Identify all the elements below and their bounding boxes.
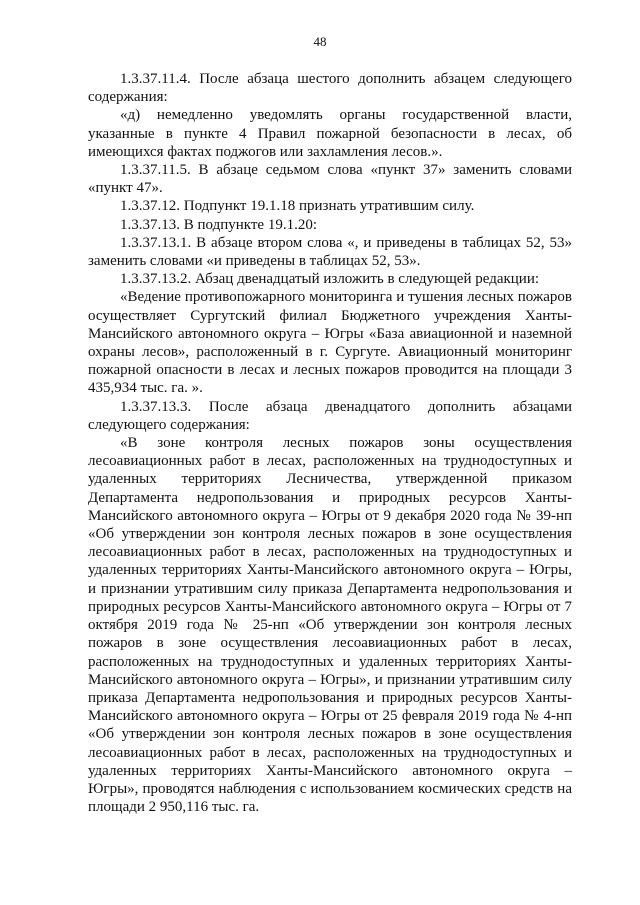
paragraph-1-3-37-12: 1.3.37.12. Подпункт 19.1.18 признать утратившим силу. bbox=[120, 198, 475, 215]
page-number: 48 bbox=[313, 34, 327, 49]
paragraph-quote-control-zone: «В зоне контроля лесных пожаров зоны осуществления лесоавиационных работ в лесах, расположенных на труднодоступных и удаленных территориях Лесничества, утвержденной приказом Департамента недропользования и природных ресурсов Ханты-Мансийского автономного округа – Югры от 9 декабря 2020 года № 39-нп «Об утверждении зон контроля лесных пожаров в зоне осуществления лесоавиационных работ в лесах, расположенных на труднодоступных и удаленных территориях Ханты-Мансийского автономного округа – Югры, и признании утратившим силу приказа Департамента недропользования и природных ресурсов Ханты-Мансийского автономного округа – Югры от 7 октября 2019 года № 25-нп «Об утверждении зон контроля лесных пожаров в зоне осуществления лесоавиационных работ в лесах, расположенных на труднодоступных и удаленных территориях Ханты-Мансийского автономного округа – Югры», и признании утратившим силу приказа Департамента недропользования и природных ресурсов Ханты-Мансийского автономного округа – Югры от 25 февраля 2019 года № 4-нп «Об утверждении зон контроля лесных пожаров в зоне осуществления лесоавиационных работ в лесах, расположенных на труднодоступных и удаленных территориях Ханты-Мансийского автономного округа – Югры», проводятся наблюдения с использованием космических средств на площади 2 950,116 тыс. га. bbox=[88, 435, 572, 816]
paragraph-1-3-37-13: 1.3.37.13. В подпункте 19.1.20: bbox=[120, 216, 318, 233]
paragraph-1-3-37-13-1: 1.3.37.13.1. В абзаце втором слова «, и приведены в таблицах 52, 53» заменить словами «и приведены в таблицах 52, 53». bbox=[88, 234, 572, 270]
paragraph-quote-item-d: «д) немедленно уведомлять органы государственной власти, указанные в пункте 4 Правил пожарной безопасности в лесах, об имеющихся фактах поджогов или захламления лесов.». bbox=[88, 107, 572, 160]
document-body bbox=[88, 70, 572, 816]
paragraph-1-3-37-13-3: 1.3.37.13.3. После абзаца двенадцатого дополнить абзацами следующего содержания: bbox=[88, 398, 572, 433]
paragraph-quote-monitoring: «Ведение противопожарного мониторинга и тушения лесных пожаров осуществляет Сургутский филиал Бюджетного учреждения Ханты-Мансийского автономного округа – Югры «База авиационной и наземной охраны лесов», расположенный в г. Сургуте. Авиационный мониторинг пожарной опасности в лесах и лесных пожаров проводится на площади 3 435,934 тыс. га. ». bbox=[88, 289, 572, 397]
paragraph-1-3-37-13-2: 1.3.37.13.2. Абзац двенадцатый изложить в следующей редакции: bbox=[120, 271, 540, 288]
paragraph-1-3-37-11-5: 1.3.37.11.5. В абзаце седьмом слова «пункт 37» заменить словами «пункт 47». bbox=[88, 162, 572, 197]
paragraph-1-3-37-11-4: 1.3.37.11.4. После абзаца шестого дополнить абзацем следующего содержания: bbox=[88, 71, 572, 106]
